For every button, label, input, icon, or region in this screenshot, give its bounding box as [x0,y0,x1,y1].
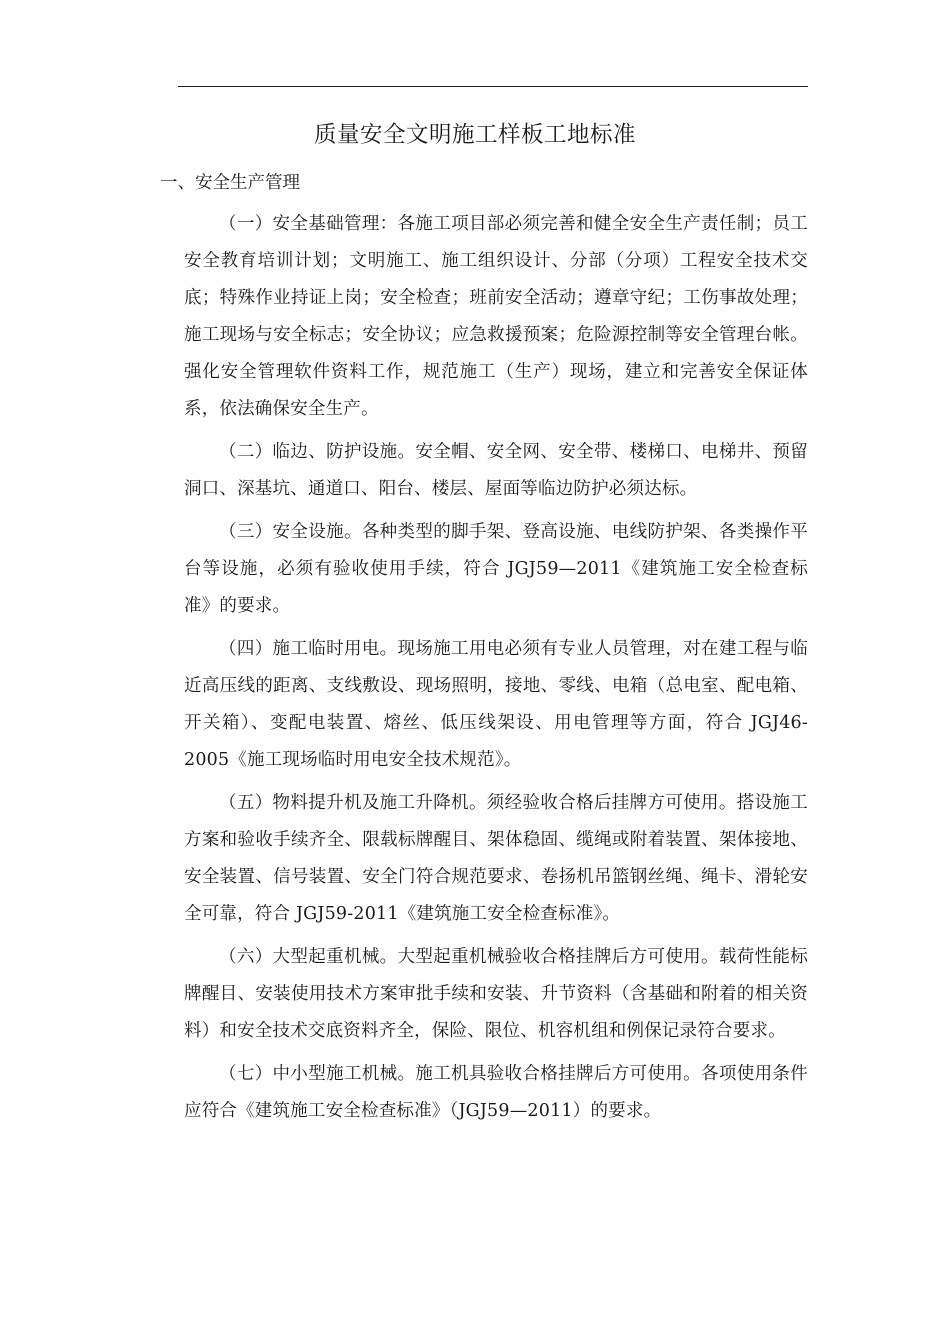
paragraph-material-hoist: （五）物料提升机及施工升降机。须经验收合格后挂牌方可使用。搭设施工方案和验收手续齐全、限载标牌醒目、架体稳固、缆绳或附着装置、架体接地、安全装置、信号装置、安全门符合规范要求、卷扬机吊篮钢丝绳、绳卡、滑轮安全可靠，符合 JGJ59-2011《建筑施工安全检查标准》。 [184,793,808,924]
section-heading: 一、安全生产管理 [160,173,300,193]
paragraph-safety-facilities: （三）安全设施。各种类型的脚手架、登高设施、电线防护架、各类操作平台等设施，必须有验收使用手续，符合 JGJ59—2011《建筑施工安全检查标准》的要求。 [184,522,808,616]
paragraph-small-machinery: （七）中小型施工机械。施工机具验收合格挂牌后方可使用。各项使用条件应符合《建筑施工安全检查标准》（JGJ59—2011）的要求。 [184,1064,808,1121]
document-title: 质量安全文明施工样板工地标准 [313,122,636,148]
header-rule [178,86,808,87]
paragraph-large-cranes: （六）大型起重机械。大型起重机械验收合格挂牌后方可使用。载荷性能标牌醒目、安装使用技术方案审批手续和安装、升节资料（含基础和附着的相关资料）和安全技术交底资料齐全，保险、限位、机容机组和例保记录符合要求。 [184,947,808,1041]
paragraph-safety-basic-management: （一）安全基础管理：各施工项目部必须完善和健全安全生产责任制；员工安全教育培训计划；文明施工、施工组织设计、分部（分项）工程安全技术交底；特殊作业持证上岗；安全检查；班前安全活动；遵章守纪；工伤事故处理；施工现场与安全标志；安全协议；应急救援预案；危险源控制等安全管理台帐。强化安全管理软件资料工作，规范施工（生产）现场，建立和完善安全保证体系，依法确保安全生产。 [184,214,808,419]
paragraph-edge-protection: （二）临边、防护设施。安全帽、安全网、安全带、楼梯口、电梯井、预留洞口、深基坑、通道口、阳台、楼层、屋面等临边防护必须达标。 [184,442,808,499]
paragraph-temporary-electricity: （四）施工临时用电。现场施工用电必须有专业人员管理，对在建工程与临近高压线的距离、支线敷设、现场照明，接地、零线、电箱（总电室、配电箱、开关箱）、变配电装置、熔丝、低压线架设、用电管理等方面，符合 JGJ46-2005《施工现场临时用电安全技术规范》。 [184,639,808,770]
document-body [184,206,808,1136]
